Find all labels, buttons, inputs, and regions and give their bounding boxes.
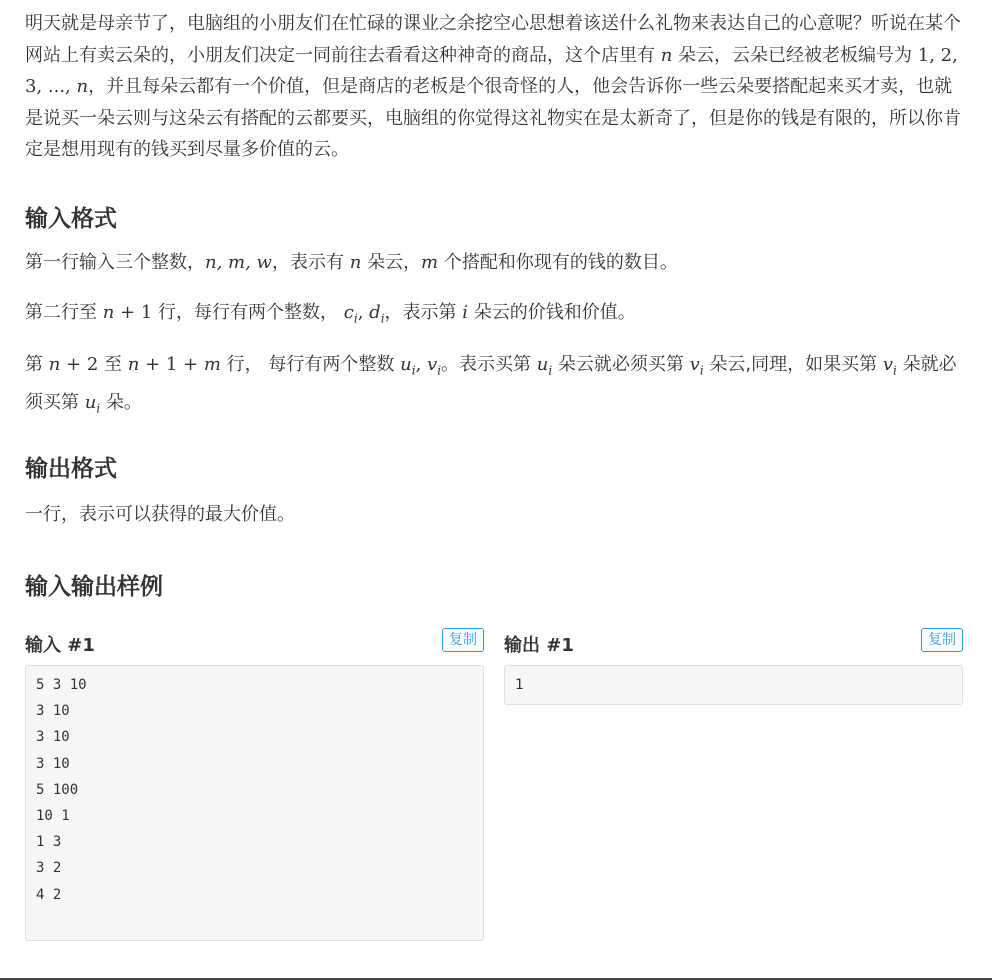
sample-input-code[interactable]: 5 3 10 3 10 3 10 3 10 5 100 10 1 1 3 3 2 4 2	[25, 665, 484, 941]
copy-input-button[interactable]: 复制	[442, 628, 484, 652]
math-var: n	[660, 44, 673, 66]
description-text: ，并且每朵云都有一个价值，但是商店的老板是个很奇怪的人，他会告诉你一些云朵要搭配起来买才卖，也就是说买一朵云则与这朵云有搭配的云都要买，电脑组的你觉得这礼物实在是太新奇了，但是你的钱是有限的，所以你肯定是想用现有的钱买到尽量多价值的云。	[25, 76, 961, 160]
description-text: 明天就是母亲节了，电脑组的小朋友们在忙碌的课业之余挖空心思想着该送什么礼物来表达自己的心意呢？听说在某个网站上有卖云朵的，小朋友们决定一同前往去看看这种神奇的商品，这个店里有	[25, 13, 961, 66]
problem-content	[25, 0, 965, 600]
input-format-line-3: 第 n + 2 至 n + 1 + m 行， 每行有两个整数 $u_i$, $v_i$。表示买第 $u_i$ 朵云就必须买第 $v_i$ 朵云,同理，如果买第 $v_i$ 朵就必须买第 $u_i$ 朵。	[25, 354, 957, 416]
sample-output-panel	[504, 626, 963, 705]
output-format-text: 一行，表示可以获得的最大价值。	[25, 504, 295, 525]
copy-output-button[interactable]: 复制	[921, 628, 963, 652]
math-var: n	[76, 76, 89, 97]
sample-input-panel	[25, 626, 484, 941]
input-format-line-2: 第二行至 n + 1 行，每行有两个整数， $c_i$, $d_i$，表示第 i 朵云的价钱和价值。	[25, 302, 636, 326]
sample-output-title: 输出 #1	[504, 635, 574, 656]
problem-description	[25, 8, 965, 166]
sample-input-title: 输入 #1	[25, 635, 95, 656]
math-vars: n, m, w	[205, 252, 272, 273]
sample-output-code[interactable]: 1	[504, 665, 963, 705]
input-format-heading: 输入格式	[25, 206, 117, 232]
output-format-heading: 输出格式	[25, 456, 117, 482]
description-text: 朵云，云朵已经被老板编号为	[672, 44, 918, 66]
input-format-line-1: 第一行输入三个整数，n, m, w，表示有 n 朵云，m 个搭配和你现有的钱的数目。	[25, 252, 678, 273]
math-sequence: 1, 2, 3, ...,	[25, 44, 958, 97]
samples-heading: 输入输出样例	[25, 574, 163, 600]
